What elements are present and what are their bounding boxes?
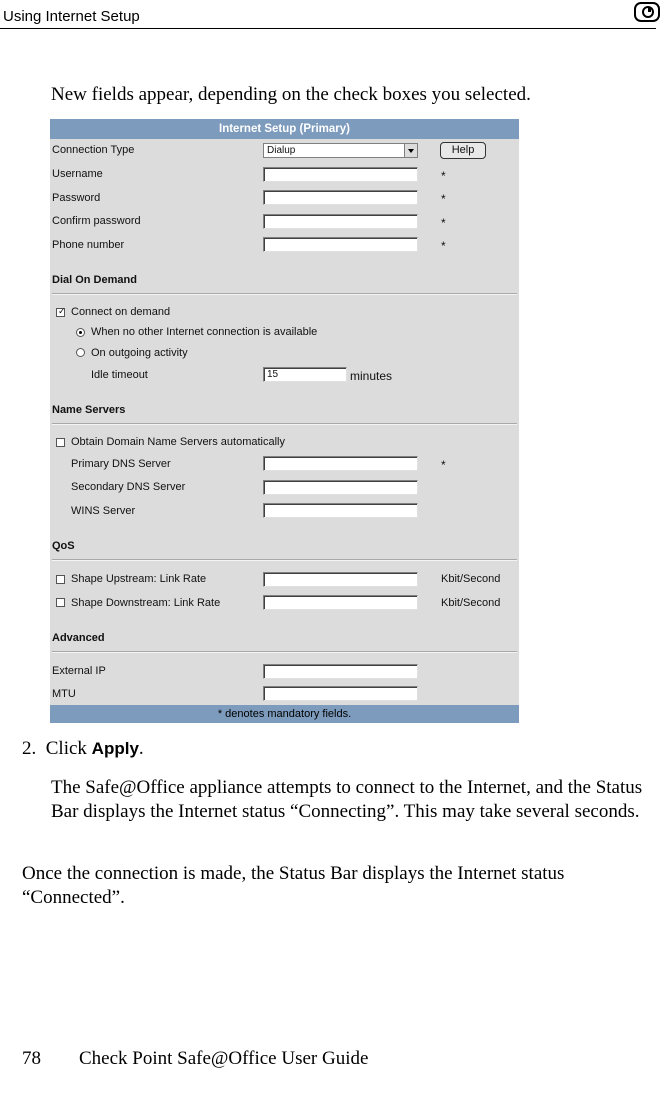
section-divider <box>52 293 517 295</box>
primary-dns-label: Primary DNS Server <box>71 458 171 470</box>
connection-type-value: Dialup <box>267 145 296 156</box>
mandatory-mark: * <box>441 216 446 230</box>
radio-no-other-label: When no other Internet connection is available <box>91 326 318 338</box>
kbit-unit-downstream: Kbit/Second <box>441 597 501 609</box>
help-button[interactable]: Help <box>440 142 486 159</box>
mandatory-mark: * <box>441 458 446 472</box>
step-prefix: Click <box>45 738 92 759</box>
radio-outgoing-label: On outgoing activity <box>91 347 188 359</box>
page-header <box>0 0 656 29</box>
page-number: 78 <box>22 1048 41 1069</box>
radio-outgoing-activity[interactable] <box>76 348 85 357</box>
confirm-password-label: Confirm password <box>52 215 141 227</box>
password-input[interactable] <box>263 190 418 205</box>
secondary-dns-input[interactable] <box>263 480 418 495</box>
intro-text: New fields appear, depending on the check boxes you selected. <box>51 84 531 105</box>
dial-on-demand-header: Dial On Demand <box>52 274 137 286</box>
section-divider <box>52 559 517 561</box>
username-label: Username <box>52 168 103 180</box>
shape-downstream-label: Shape Downstream: Link Rate <box>71 597 221 609</box>
phone-number-label: Phone number <box>52 239 125 251</box>
mtu-label: MTU <box>52 688 76 700</box>
wins-server-label: WINS Server <box>71 505 136 517</box>
idle-timeout-label: Idle timeout <box>91 369 148 381</box>
confirm-password-input[interactable] <box>263 214 418 229</box>
chevron-down-icon[interactable] <box>404 144 417 157</box>
step-suffix: . <box>138 738 144 759</box>
radio-no-other-connection[interactable] <box>76 328 85 337</box>
password-label: Password <box>52 192 101 204</box>
mandatory-mark: * <box>441 169 446 183</box>
connect-on-demand-label: Connect on demand <box>71 306 171 318</box>
qos-header: QoS <box>52 540 75 552</box>
phone-number-input[interactable] <box>263 237 418 252</box>
step-description: The Safe@Office appliance attempts to connect to the Internet, and the Status Bar displays the Internet status “Connecting”. This may take several seconds. <box>51 777 643 822</box>
kbit-unit-upstream: Kbit/Second <box>441 573 501 585</box>
shape-upstream-label: Shape Upstream: Link Rate <box>71 573 207 585</box>
header-title: Using Internet Setup <box>3 8 140 25</box>
name-servers-header: Name Servers <box>52 404 126 416</box>
mtu-input[interactable] <box>263 686 418 701</box>
advanced-header: Advanced <box>52 632 105 644</box>
shape-upstream-input[interactable] <box>263 572 418 587</box>
idle-timeout-input[interactable]: 15 <box>263 367 347 382</box>
username-input[interactable] <box>263 167 418 182</box>
wins-server-input[interactable] <box>263 503 418 518</box>
section-divider <box>52 651 517 653</box>
obtain-dns-checkbox[interactable] <box>56 438 65 447</box>
external-ip-label: External IP <box>52 665 106 677</box>
connected-paragraph: Once the connection is made, the Status Bar displays the Internet status “Connected”. <box>22 863 565 908</box>
secondary-dns-label: Secondary DNS Server <box>71 481 186 493</box>
step-number: 2. <box>22 738 37 759</box>
shape-downstream-input[interactable] <box>263 595 418 610</box>
internet-setup-screenshot <box>50 119 519 723</box>
mandatory-mark: * <box>441 239 446 253</box>
shape-upstream-checkbox[interactable] <box>56 575 65 584</box>
external-ip-input[interactable] <box>263 664 418 679</box>
step-2 <box>22 738 144 760</box>
connection-type-select[interactable] <box>263 143 418 158</box>
connect-on-demand-checkbox[interactable] <box>56 308 65 317</box>
shape-downstream-checkbox[interactable] <box>56 598 65 607</box>
panel-title: Internet Setup (Primary) <box>50 119 519 139</box>
connection-type-label: Connection Type <box>52 144 135 156</box>
mandatory-mark: * <box>441 192 446 206</box>
section-divider <box>52 423 517 425</box>
apply-command: Apply <box>91 739 139 758</box>
idle-timeout-unit: minutes <box>350 369 393 383</box>
primary-dns-input[interactable] <box>263 456 418 471</box>
obtain-dns-label: Obtain Domain Name Servers automatically <box>71 436 285 448</box>
footer-title: Check Point Safe@Office User Guide <box>79 1048 369 1069</box>
mandatory-footnote: * denotes mandatory fields. <box>50 705 519 723</box>
power-icon <box>634 2 660 22</box>
checkmark-icon: ✓ <box>58 306 66 316</box>
